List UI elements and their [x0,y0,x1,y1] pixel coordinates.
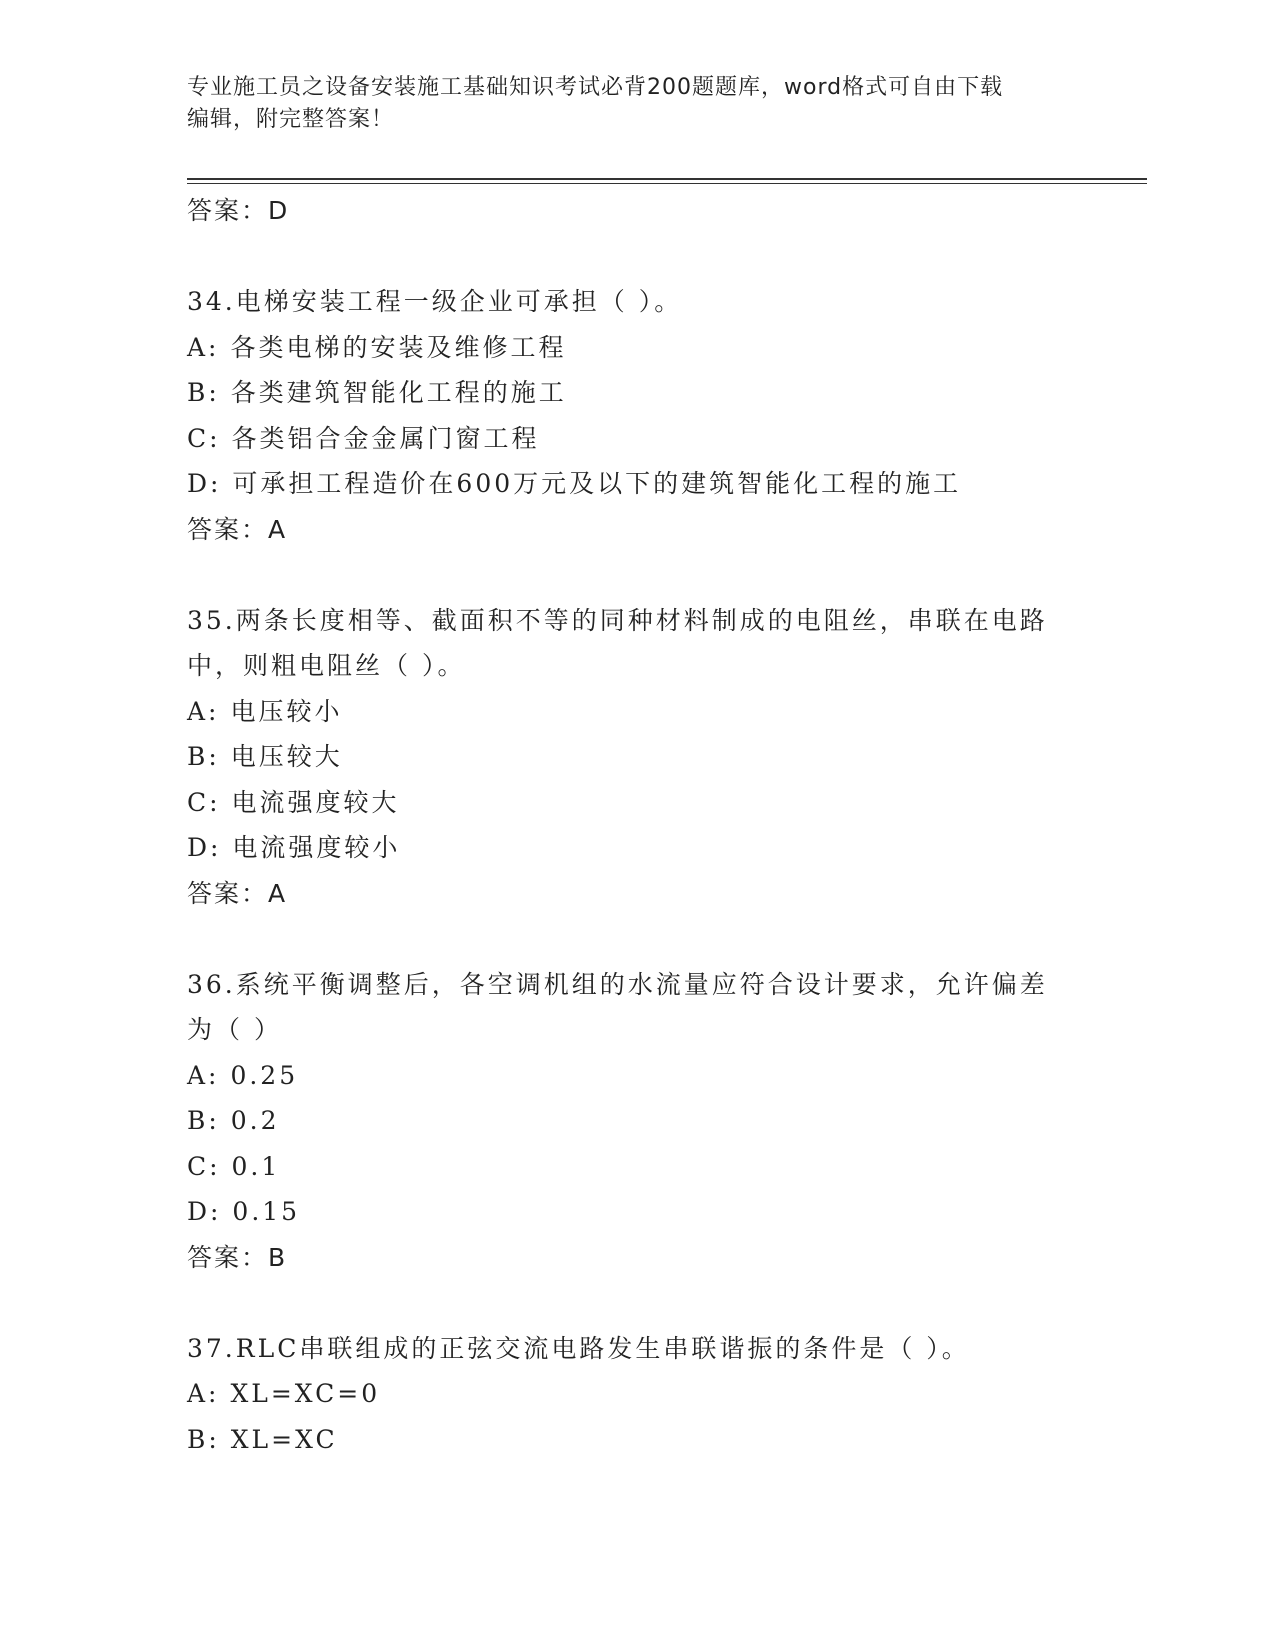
option-key: C: [187,787,221,817]
option-text: 各类建筑智能化工程的施工 [230,378,567,407]
question-number: 34. [187,287,236,316]
question-list [187,188,1087,1462]
question-text: 电梯安装工程一级企业可承担（ ）。 [235,287,683,316]
option-text: 各类电梯的安装及维修工程 [230,332,567,362]
question-text: 系统平衡调整后，各空调机组的水流量应符合设计要求，允许偏差为（ ） [187,969,1048,1044]
option-key: B: [187,742,220,771]
option-key: D: [187,1197,222,1226]
answer-value: B [268,1242,288,1272]
option-a [187,689,1087,735]
answer-line [187,1235,1087,1281]
question-stem [187,279,1067,325]
option-text: 电流强度较小 [232,833,401,862]
answer-label: 答案： [187,878,269,908]
answer-label: 答案： [187,514,269,544]
answer-line [187,188,1087,234]
option-d [187,825,1087,871]
option-a [187,1371,1087,1417]
option-text: 0.25 [230,1060,299,1090]
header-line-2: 编辑，附完整答案！ [187,107,395,132]
option-key: D: [187,833,222,862]
option-a [187,325,1087,371]
answer-label: 答案： [187,1242,269,1272]
option-c [187,1144,1087,1190]
question-number: 37. [187,1333,236,1363]
answer-value: A [268,878,288,908]
question-stem [187,1326,1067,1372]
question-stem [187,598,1067,689]
question-block [187,279,1087,552]
question-text: 两条长度相等、截面积不等的同种材料制成的电阻丝，串联在电路中，则粗电阻丝（ ）。 [187,605,1048,680]
option-b [187,1098,1087,1144]
option-b [187,734,1087,780]
option-c [187,416,1087,462]
option-key: B: [187,1424,220,1454]
option-b [187,370,1087,416]
option-key: B: [187,1106,220,1135]
header-divider-thin [187,183,1147,184]
option-text: 0.2 [230,1106,280,1135]
answer-value: A [268,514,288,544]
option-a [187,1053,1087,1099]
option-text: 电流强度较大 [231,787,400,817]
option-key: C: [187,423,221,453]
option-key: A: [187,1060,220,1090]
question-number: 36. [187,969,236,999]
question-number: 35. [187,605,236,635]
option-text: 电压较小 [230,696,343,726]
option-d [187,461,1087,507]
option-key: D: [187,469,222,498]
option-key: C: [187,1151,221,1181]
answer-value: D [268,196,290,225]
question-block [187,1326,1087,1463]
option-key: A: [187,696,220,726]
option-text: 可承担工程造价在600万元及以下的建筑智能化工程的施工 [232,469,962,498]
header-divider [187,178,1147,180]
question-text: RLC串联组成的正弦交流电路发生串联谐振的条件是（ ）。 [235,1333,970,1363]
question-stem [187,962,1067,1053]
option-key: A: [187,332,220,362]
option-text: XL=XC=0 [230,1379,381,1408]
option-d [187,1189,1087,1235]
answer-label: 答案： [187,196,269,225]
answer-line [187,871,1087,917]
option-key: B: [187,378,220,407]
option-c [187,780,1087,826]
option-text: XL=XC [230,1424,338,1454]
question-block [187,598,1087,917]
option-text: 0.15 [232,1197,301,1226]
option-text: 各类铝合金金属门窗工程 [231,423,540,453]
option-key: A: [187,1379,220,1408]
option-b [187,1417,1087,1463]
option-text: 0.1 [231,1151,281,1181]
header-line-1: 专业施工员之设备安装施工基础知识考试必背200题题库，word格式可自由下载 [187,75,1004,100]
question-block [187,962,1087,1281]
option-text: 电压较大 [230,742,343,771]
document-header [187,72,1067,136]
answer-line [187,507,1087,553]
